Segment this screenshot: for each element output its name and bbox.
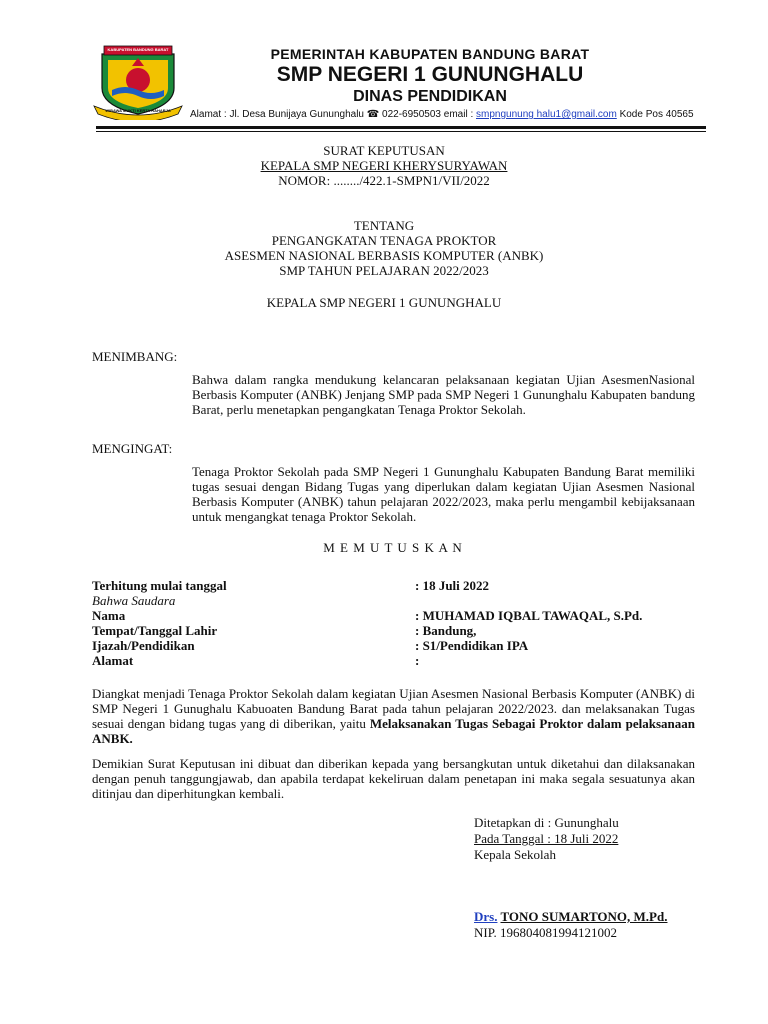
department-name: DINAS PENDIDIKAN: [353, 88, 507, 105]
email-label: email :: [443, 109, 474, 120]
authority: KEPALA SMP NEGERI 1 GUNUNGHALU: [266, 295, 502, 310]
phone-icon: ☎: [366, 109, 380, 120]
logo-banner-text: KABUPATEN BANDUNG BARAT: [107, 47, 169, 52]
header-divider-thin: [96, 131, 706, 132]
header-divider-thick: [96, 126, 706, 129]
doc-number: NOMOR: ......../422.1-SMPN1/VII/2022: [278, 173, 490, 188]
field-label-name: Nama: [92, 608, 126, 623]
signatory-nip: NIP. 196804081994121002: [474, 925, 618, 940]
gov-line: PEMERINTAH KABUPATEN BANDUNG BARAT: [270, 46, 590, 62]
field-label-education: Ijazah/Pendidikan: [92, 638, 195, 653]
signature-position: Kepala Sekolah: [474, 847, 556, 862]
closing-paragraph: Demikian Surat Keputusan ini dibuat dan diberikan kepada yang bersangkutan untuk diketahui dan dilaksanakan dengan penuh tanggungjawab, dan apabila terdapat kekeliruan dalam penetapan ini maka segala sesuatunya akan ditinjau dan diperhitungkan kembali.: [92, 756, 695, 801]
addressee: Bahwa Saudara: [92, 593, 176, 608]
address-line: [190, 108, 710, 121]
appointment-task: Melaksanakan Tugas Sebagai Proktor dalam pelaksanaan ANBK.: [92, 716, 695, 746]
subject-line-2: ASESMEN NASIONAL BERBASIS KOMPUTER (ANBK): [224, 248, 544, 263]
menimbang-text: Bahwa dalam rangka mendukung kelancaran pelaksanaan kegiatan Ujian AsesmenNasional Berbasis Komputer (ANBK) Jenjang SMP pada SMP Negeri 1 Gununghalu Kabupaten bandung Barat, perlu menetapkan pengangkatan Tenaga Proktor Sekolah.: [192, 372, 695, 417]
issuer: KEPALA SMP NEGERI KHERYSURYAWAN: [260, 158, 508, 173]
signatory-title: Drs.: [474, 909, 498, 924]
mengingat-text: Tenaga Proktor Sekolah pada SMP Negeri 1 Gununghalu Kabupaten Bandung Barat memiliki tugas sesuai dengan Bidang Tugas yang diperlukan dalam kegiatan Ujian Asesmen Nasional Berbasis Komputer (ANBK) tahun pelajaran 2022/2023, maka perlu mengambil kebijaksanaan untuk mengangkat tenaga Proktor Sekolah.: [192, 464, 695, 524]
subject-line-1: PENGANGKATAN TENAGA PROKTOR: [271, 233, 497, 248]
subject-label: TENTANG: [353, 218, 415, 233]
mengingat-label: MENGINGAT:: [92, 441, 173, 456]
regency-logo: [92, 44, 184, 120]
subject-line-3: SMP TAHUN PELAJARAN 2022/2023: [279, 263, 489, 278]
field-value-name: : MUHAMAD IQBAL TAWAQAL, S.Pd.: [415, 608, 643, 623]
address-text: Alamat : Jl. Desa Bunijaya Gununghalu: [190, 109, 364, 120]
signatory-name: TONO SUMARTONO, M.Pd.: [500, 909, 668, 924]
appointment-paragraph: [92, 686, 695, 746]
start-date-label: Terhitung mulai tanggal: [92, 578, 227, 593]
email-link[interactable]: smpngunung halu1@gmail.com: [476, 109, 617, 120]
signature-date: Pada Tanggal : 18 Juli 2022: [474, 831, 619, 846]
field-value-birth: : Bandung,: [415, 623, 477, 638]
signatory-name-line: [474, 909, 667, 924]
field-value-address: :: [415, 653, 420, 668]
appointment-text: Diangkat menjadi Tenaga Proktor Sekolah dalam kegiatan Ujian Asesmen Nasional Berbasis Komputer (ANBK) di SMP Negeri 1 Gunughalu Kabuoaten Bandung Barat pada tahun pelajaran 2022/2023. dan melaksanakan Tugas sesuai dengan bidang tugas yang di diberikan, yaitu: [92, 686, 695, 731]
memutuskan-heading: M E M U T U S K A N: [323, 540, 463, 555]
phone-number: 022-6950503: [382, 109, 441, 120]
field-value-education: : S1/Pendidikan IPA: [415, 638, 529, 653]
field-label-birth: Tempat/Tanggal Lahir: [92, 623, 218, 638]
school-name: SMP NEGERI 1 GUNUNGHALU: [276, 63, 584, 86]
menimbang-label: MENIMBANG:: [92, 349, 178, 364]
start-date-value: : 18 Juli 2022: [415, 578, 490, 593]
field-label-address: Alamat: [92, 653, 134, 668]
signature-place: Ditetapkan di : Gununghalu: [474, 815, 619, 830]
postal-code: Kode Pos 40565: [619, 109, 694, 120]
logo-motto-text: WIBAWA MUKTI KERTA RAHARJA: [105, 108, 171, 113]
doc-type: SURAT KEPUTUSAN: [323, 143, 445, 158]
